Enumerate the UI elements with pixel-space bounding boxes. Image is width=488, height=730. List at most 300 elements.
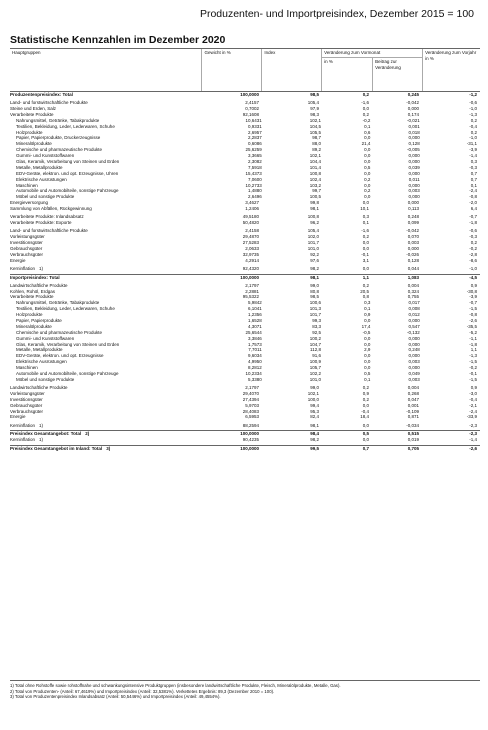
weight-cell: 3,3665 — [247, 153, 262, 159]
weight-cell: 29,4070 — [242, 390, 259, 396]
domestic-supply-section — [10, 445, 480, 452]
row-label — [10, 437, 202, 443]
index-cell: 98,5 — [310, 294, 319, 300]
change-pct-cell: 0,5 — [364, 164, 371, 170]
change-pct-cell: -0,2 — [362, 117, 371, 123]
change-pct-cell: 0,1 — [364, 376, 371, 382]
yoy-cell: -30,8 — [466, 288, 477, 294]
yoy-cell: -0,1 — [469, 371, 477, 377]
row-label-text: Landwirtschaftliche Produkte — [10, 384, 68, 390]
yoy-cell: -0,4 — [469, 396, 477, 402]
index-cell: 104,7 — [309, 341, 321, 347]
index-cell: 101,7 — [307, 239, 319, 245]
row-label-text: Verbrauchsgüter — [10, 408, 44, 414]
row-label — [10, 206, 202, 212]
change-pct-cell: 0,0 — [364, 170, 371, 176]
page-title: Produzenten- und Importpreisindex, Dezember 2015 = 100 — [199, 8, 474, 20]
index-cell: 98,1 — [310, 206, 319, 212]
index-cell: 112,8 — [310, 347, 321, 353]
row-label-text: Nahrungsmittel, Getränke, Tabakprodukte — [16, 117, 100, 123]
change-pct-cell: -1,6 — [361, 228, 369, 234]
weight-cell: 2,4158 — [245, 228, 259, 234]
index-cell: 89,2 — [312, 147, 321, 153]
yoy-cell: -0,8 — [469, 194, 477, 200]
weight-cell: 2,1797 — [245, 384, 259, 390]
change-pct-cell: 0,0 — [364, 365, 371, 371]
change-pct-cell: 0,8 — [362, 294, 369, 300]
col-header-change-contrib: Beitrag zur Veränderung — [372, 58, 422, 91]
index-cell: 105,4 — [307, 100, 319, 106]
row-label-text: Maschinen — [16, 182, 38, 188]
contribution-cell: -0,132 — [406, 329, 420, 335]
change-pct-cell: 0,0 — [362, 200, 369, 206]
contribution-cell: 0,000 — [407, 105, 419, 111]
weight-cell: 7,7011 — [248, 347, 262, 353]
yoy-cell: -1,3 — [469, 353, 477, 359]
row-label-text: Land- und forstwirtschaftliche Produkte — [10, 100, 88, 106]
yoy-cell: -0,7 — [469, 300, 477, 306]
row-label-text: Preisindex Gesamtangebot im Inland: Total — [10, 446, 103, 452]
weight-cell: 4,2914 — [245, 257, 259, 263]
change-pct-cell: -0,4 — [361, 408, 369, 414]
contribution-cell: -0,005 — [406, 147, 420, 153]
contribution-cell: 0,017 — [408, 300, 420, 306]
yoy-cell: -2,8 — [469, 251, 477, 257]
yoy-cell: -2,6 — [469, 318, 477, 323]
contribution-cell: 0,049 — [408, 371, 420, 377]
footnote-ref: 2) — [85, 431, 90, 437]
weight-cell: 4,9950 — [247, 359, 262, 365]
change-pct-cell: 0,2 — [362, 384, 369, 390]
row-label — [10, 258, 202, 264]
yoy-cell: -0,3 — [469, 234, 477, 240]
table-row — [10, 377, 480, 383]
change-pct-cell: 0,5 — [364, 371, 371, 377]
change-pct-cell: 0,0 — [362, 265, 369, 271]
index-cell: 98,5 — [310, 92, 319, 97]
weight-cell: 2,6957 — [247, 129, 262, 135]
row-label-text: Metalle, Metallprodukte — [16, 347, 63, 353]
change-pct-cell: 0,0 — [362, 105, 369, 111]
weight-cell: 5,9703 — [245, 402, 259, 408]
change-pct-cell: 2,9 — [364, 347, 371, 353]
index-cell: 98,4 — [310, 431, 319, 437]
contribution-cell: 0,003 — [408, 188, 420, 194]
yoy-cell: 0,3 — [470, 158, 477, 164]
index-cell: 100,0 — [307, 396, 319, 402]
contribution-cell: -0,026 — [406, 251, 419, 257]
contribution-cell: -0,042 — [406, 228, 419, 234]
change-pct-cell: 0,0 — [364, 153, 371, 159]
table-row — [10, 423, 480, 429]
row-label-text: Kerninflation — [10, 265, 36, 271]
weight-cell: 27,5283 — [242, 239, 259, 245]
weight-cell: 92,1608 — [242, 111, 259, 117]
contribution-cell: 0,268 — [407, 390, 419, 396]
contribution-cell: 0,245 — [407, 92, 419, 97]
yoy-cell: -31,1 — [466, 141, 477, 147]
weight-cell: 8,2812 — [247, 365, 262, 371]
change-pct-cell: 3,1 — [362, 257, 369, 263]
weight-cell: 100,0000 — [240, 274, 259, 280]
weight-cell: 10,2334 — [245, 371, 262, 377]
yoy-cell: -2,3 — [469, 431, 477, 437]
index-cell: 97,6 — [310, 257, 319, 263]
yoy-cell: -0,2 — [469, 365, 477, 371]
contribution-cell: 0,113 — [408, 206, 419, 212]
index-cell: 104,5 — [309, 123, 321, 129]
contribution-cell: 0,047 — [407, 396, 419, 402]
row-label-text: Metalle, Metallprodukte — [16, 164, 63, 170]
row-label — [10, 414, 202, 420]
yoy-cell: 0,2 — [470, 117, 477, 123]
index-cell: 98,2 — [310, 437, 319, 443]
col-header-weight: Gewicht in % — [201, 49, 261, 91]
change-pct-cell: 0,2 — [362, 396, 369, 402]
contribution-cell: 0,001 — [407, 402, 419, 408]
change-pct-cell: 18,4 — [360, 414, 369, 420]
row-label-text: Papier, Papierprodukte, Druckerzeugnisse — [16, 135, 101, 141]
index-cell: 102,0 — [307, 234, 319, 240]
footnote-ref: 1) — [39, 422, 44, 428]
index-cell: 80,8 — [310, 288, 319, 294]
index-cell: 98,7 — [312, 135, 321, 141]
index-cell: 96,2 — [310, 220, 319, 226]
weight-cell: 27,4394 — [242, 396, 259, 402]
row-label-text: Investitionsgüter — [10, 239, 43, 245]
row-label-text: Steine und Erden, Salz — [10, 105, 57, 111]
footnote-3: 3) Total von Produzentenpreisindex Inlandsabsatz (Anteil: 50,5446%) und Importpreisindex (Anteil: 49,4554%). — [10, 694, 221, 700]
contribution-cell: 0,004 — [407, 282, 419, 288]
change-pct-cell: 0,0 — [362, 245, 369, 251]
table-row — [10, 220, 480, 226]
index-cell: 100,9 — [309, 359, 321, 365]
index-cell: 82,4 — [310, 414, 319, 420]
index-cell: 101,4 — [309, 164, 321, 170]
weight-cell: 95,5322 — [242, 294, 259, 300]
weight-cell: 2,4157 — [245, 100, 259, 106]
row-label-text: Elektrische Ausrüstungen — [16, 176, 67, 182]
col-header-change-prev: Veränderung zum Vormonat — [322, 49, 422, 58]
row-label — [10, 92, 202, 98]
row-label-text: Nahrungsmittel, Getränke, Tabakprodukte — [16, 300, 100, 306]
contribution-cell: 0,011 — [408, 176, 420, 182]
change-pct-cell: 0,1 — [364, 123, 371, 129]
yoy-cell: -1,2 — [469, 92, 477, 97]
yoy-cell: -33,9 — [466, 414, 477, 420]
index-cell: 91,6 — [312, 353, 321, 359]
index-cell: 101,0 — [307, 245, 319, 251]
row-label-text: Chemische und pharmazeutische Produkte — [16, 329, 103, 335]
row-label-text: Glas, Keramik, Verarbeitung von Steinen und Erden — [16, 341, 120, 347]
row-label-text: Vorleistungsgüter — [10, 234, 45, 240]
row-label-text: Elektrische Ausrüstungen — [16, 359, 67, 365]
row-label-text: Vorleistungsgüter — [10, 390, 45, 396]
index-cell: 105,7 — [309, 365, 321, 371]
weight-cell: 3,3846 — [247, 335, 262, 341]
index-cell: 92,2 — [310, 251, 319, 257]
change-pct-cell: 0,0 — [364, 359, 371, 365]
row-label-text: Preisindex Gesamtangebot: Total — [10, 431, 82, 437]
row-label-text: Gebrauchsgüter — [10, 402, 43, 408]
yoy-cell: -0,8 — [469, 312, 477, 318]
index-cell: 102,1 — [309, 117, 321, 123]
row-label-text: Energie — [10, 414, 26, 420]
col-header-change-group — [321, 49, 422, 91]
contribution-cell: 0,000 — [408, 153, 420, 159]
yoy-cell: -3,9 — [469, 147, 477, 153]
row-label-text: Textilien, Bekleidung, Leder, Lederwaren, Schuhe — [16, 306, 115, 312]
contribution-cell: 0,515 — [407, 431, 419, 437]
yoy-cell: -8,6 — [469, 257, 477, 263]
yoy-cell: -1,8 — [469, 341, 477, 347]
contribution-cell: 0,000 — [408, 194, 420, 200]
index-cell: 97,9 — [310, 105, 319, 111]
contribution-cell: 0,008 — [408, 306, 420, 312]
contribution-cell: 0,000 — [408, 335, 420, 341]
weight-cell: 1,2406 — [245, 206, 259, 212]
yoy-cell: -0,7 — [469, 214, 477, 220]
row-label-text: Importpreisindex: Total — [10, 274, 60, 280]
yoy-cell: -1,5 — [469, 376, 477, 382]
change-pct-cell: 0,0 — [364, 318, 371, 323]
weight-cell: 92,4320 — [242, 265, 259, 271]
row-label-text: EDV-Geräte, elektron. und opt. Erzeugnisse — [16, 353, 104, 359]
table-row — [10, 266, 480, 272]
change-pct-cell: 0,9 — [362, 390, 369, 396]
yoy-cell: -3,9 — [469, 294, 477, 300]
change-pct-cell: 0,1 — [362, 220, 369, 226]
contribution-cell: 0,004 — [407, 384, 419, 390]
contribution-cell: 0,000 — [408, 135, 420, 141]
index-cell: 100,8 — [309, 170, 321, 176]
change-pct-cell: 0,9 — [364, 312, 371, 318]
row-label-text: Verarbeitete Produkte: Exporte — [10, 220, 72, 226]
row-label — [10, 423, 202, 429]
index-cell: 98,1 — [310, 274, 319, 280]
row-label-text: Mineralölprodukte — [16, 323, 52, 329]
index-cell: 100,5 — [309, 194, 321, 200]
yoy-cell: -35,5 — [466, 323, 477, 329]
contribution-cell: 0,755 — [407, 294, 419, 300]
producer-price-section — [10, 92, 480, 272]
weight-cell: 1,7573 — [247, 341, 262, 347]
change-pct-cell: 0,0 — [362, 437, 369, 443]
contribution-cell: 0,000 — [408, 318, 420, 323]
index-cell: 103,2 — [309, 182, 321, 188]
index-cell: 101,0 — [309, 376, 321, 382]
contribution-cell: 0,000 — [407, 200, 419, 206]
yoy-cell: -1,4 — [469, 153, 477, 159]
index-cell: 102,1 — [307, 390, 319, 396]
index-cell: 88,0 — [312, 141, 321, 147]
change-pct-cell: 0,2 — [364, 176, 371, 182]
yoy-cell: -1,8 — [469, 220, 477, 226]
index-cell: 99,5 — [310, 446, 319, 452]
contribution-cell: 0,705 — [407, 446, 419, 452]
footnote-1: 1) Total ohne Rohstoffe sowie rohstoffnahe und schwankungsintensive Produktgruppen (insbesondere landwirtschaftliche Produkte, Fleisch, Mineralölprodukte, Metalle, Gas). — [10, 683, 341, 688]
footnote-2: 2) Total von Produzenten- (Anteil: 67,4619%) und Importpreisindex (Anteil: 32,5381%). Verkettetes Ergebnis: 89,3 (Dezember 2010 = 100). — [10, 688, 275, 694]
yoy-cell: -1,5 — [469, 359, 477, 365]
table-row — [10, 92, 480, 98]
contribution-cell: 0,547 — [408, 323, 420, 329]
weight-cell: 0,9331 — [247, 123, 262, 129]
change-pct-cell: 0,0 — [362, 402, 369, 408]
row-label-text: Verarbeitete Produkte: Inlandsabsatz — [10, 214, 84, 220]
row-label-text: Gummi- und Kunststoffwaren — [16, 335, 75, 341]
yoy-cell: 0,2 — [470, 239, 477, 245]
row-label-text: Chemische und pharmazeutische Produkte — [16, 147, 103, 153]
table-row — [10, 437, 480, 443]
change-pct-cell: 0,5 — [362, 431, 369, 437]
index-cell: 99,8 — [310, 200, 319, 206]
weight-cell: 5,3380 — [247, 376, 262, 382]
weight-cell: 7,0600 — [247, 176, 262, 182]
weight-cell: 100,0000 — [240, 431, 259, 437]
total-supply-section — [10, 430, 480, 443]
index-cell: 99,0 — [310, 384, 319, 390]
row-label-text: Holzprodukte — [16, 129, 43, 135]
contribution-cell: 0,128 — [407, 257, 419, 263]
yoy-cell: 0,9 — [470, 282, 477, 288]
weight-cell: 49,5180 — [242, 214, 259, 220]
contribution-cell: 0,324 — [407, 288, 419, 294]
change-pct-cell: 0,2 — [362, 92, 369, 97]
weight-cell: 2,0633 — [245, 245, 259, 251]
row-label-text: EDV-Geräte, elektron. und opt. Erzeugnisse, Uhren — [16, 170, 119, 176]
index-cell: 98,2 — [310, 265, 319, 271]
yoy-cell: -1,1 — [469, 335, 477, 341]
change-pct-cell: 0,0 — [364, 335, 371, 341]
weight-cell: 90,4235 — [242, 437, 259, 443]
weight-cell: 29,4870 — [242, 234, 259, 240]
yoy-cell: -2,4 — [469, 188, 477, 194]
statistics-table — [10, 48, 480, 452]
col-header-index: Index — [261, 49, 321, 91]
table-row — [10, 446, 480, 452]
yoy-cell: 1,1 — [470, 347, 477, 353]
footnotes — [10, 680, 480, 700]
yoy-cell: -5,2 — [469, 329, 477, 335]
yoy-cell: 0,7 — [470, 176, 477, 182]
contribution-cell: 0,003 — [408, 359, 420, 365]
contribution-cell: -0,021 — [406, 117, 420, 123]
contribution-cell: 0,003 — [408, 376, 420, 382]
row-label — [10, 220, 202, 226]
index-cell: 102,4 — [309, 176, 321, 182]
weight-cell: 6,5953 — [245, 414, 259, 420]
col-header-change-pct: in % — [324, 59, 333, 64]
yoy-cell: -0,6 — [469, 228, 477, 234]
yoy-cell: -1,0 — [469, 105, 477, 111]
contribution-cell: 0,099 — [407, 220, 419, 226]
yoy-cell: -2,3 — [469, 422, 477, 428]
index-cell: 92,5 — [312, 329, 321, 335]
change-pct-cell: 0,0 — [364, 341, 371, 347]
row-label-text: Papier, Papierprodukte — [16, 318, 62, 323]
row-label-text: Land- und forstwirtschaftliche Produkte — [10, 228, 88, 234]
table-row — [10, 206, 480, 212]
change-pct-cell: 0,7 — [362, 446, 369, 452]
yoy-cell: -1,3 — [469, 111, 477, 117]
contribution-cell: 0,000 — [408, 170, 420, 176]
change-pct-cell: 20,5 — [360, 288, 369, 294]
row-label-text: Automobile und Automobilteile, sonstige Fahrzeuge — [16, 371, 119, 377]
yoy-cell: 0,7 — [470, 170, 477, 176]
yoy-cell: 0,2 — [470, 129, 477, 135]
contribution-cell: 0,000 — [408, 341, 420, 347]
row-label-text: Textilien, Bekleidung, Leder, Lederwaren, Schuhe — [16, 123, 115, 129]
change-pct-cell: 0,6 — [364, 129, 371, 135]
index-cell: 99,3 — [312, 318, 321, 323]
contribution-cell: 0,000 — [407, 245, 419, 251]
contribution-cell: -0,109 — [406, 408, 419, 414]
table-header — [10, 48, 480, 92]
weight-cell: 0,6086 — [247, 141, 262, 147]
contribution-cell: 0,070 — [407, 234, 419, 240]
change-pct-cell: 0,0 — [364, 182, 371, 188]
yoy-cell: -0,2 — [469, 245, 477, 251]
row-label-text: Mineralölprodukte — [16, 141, 52, 147]
contribution-cell: 1,083 — [407, 274, 419, 280]
weight-cell: 2,2881 — [245, 288, 259, 294]
contribution-cell: 0,039 — [408, 164, 420, 170]
row-label — [10, 377, 205, 383]
index-cell: 99,7 — [312, 188, 321, 194]
section-title: Statistische Kennzahlen im Dezember 2020 — [10, 34, 226, 46]
contribution-cell: 0,248 — [408, 347, 420, 353]
change-pct-cell: 0,0 — [364, 194, 371, 200]
change-pct-cell: 0,2 — [364, 188, 371, 194]
col-header-group: Hauptgruppen — [12, 50, 41, 55]
change-pct-cell: 0,0 — [364, 158, 371, 164]
weight-cell: 5,9842 — [247, 300, 262, 306]
yoy-cell: 6,4 — [470, 206, 477, 212]
index-cell: 99,0 — [310, 282, 319, 288]
yoy-cell: -4,5 — [469, 274, 477, 280]
index-cell: 101,7 — [309, 312, 321, 318]
change-pct-cell: 0,0 — [364, 147, 371, 153]
weight-cell: 2,1797 — [245, 282, 259, 288]
yoy-cell: -1,0 — [469, 135, 477, 141]
col-header-change-yoy: Veränderung zum Vorjahr in % — [422, 49, 480, 91]
index-cell: 98,3 — [310, 111, 319, 117]
footnote-ref: 1) — [39, 265, 44, 271]
change-pct-cell: 0,3 — [364, 300, 371, 306]
contribution-cell: -0,042 — [406, 100, 419, 106]
change-pct-cell: 17,4 — [361, 323, 371, 329]
yoy-cell: -2,0 — [469, 200, 477, 206]
row-label-text: Gummi- und Kunststoffwaren — [16, 153, 75, 159]
index-cell: 100,2 — [309, 335, 321, 341]
row-label — [10, 275, 202, 281]
yoy-cell: -1,5 — [469, 306, 477, 312]
yoy-cell: 0,1 — [470, 182, 477, 188]
weight-cell: 88,2594 — [242, 422, 259, 428]
contribution-cell: 0,000 — [408, 158, 420, 164]
change-pct-cell: 0,2 — [362, 282, 369, 288]
footnote-ref: 1) — [39, 437, 44, 443]
weight-cell: 6,1041 — [247, 306, 262, 312]
index-cell: 100,8 — [307, 214, 319, 220]
row-label-text: Investitionsgüter — [10, 396, 43, 402]
weight-cell: 50,4820 — [242, 220, 259, 226]
row-label-text: Holzprodukte — [16, 312, 43, 318]
weight-cell: 1,4880 — [247, 188, 262, 194]
change-pct-cell: 0,0 — [364, 353, 371, 359]
yoy-cell: -1,4 — [469, 437, 477, 443]
weight-cell: 0,7002 — [245, 105, 259, 111]
